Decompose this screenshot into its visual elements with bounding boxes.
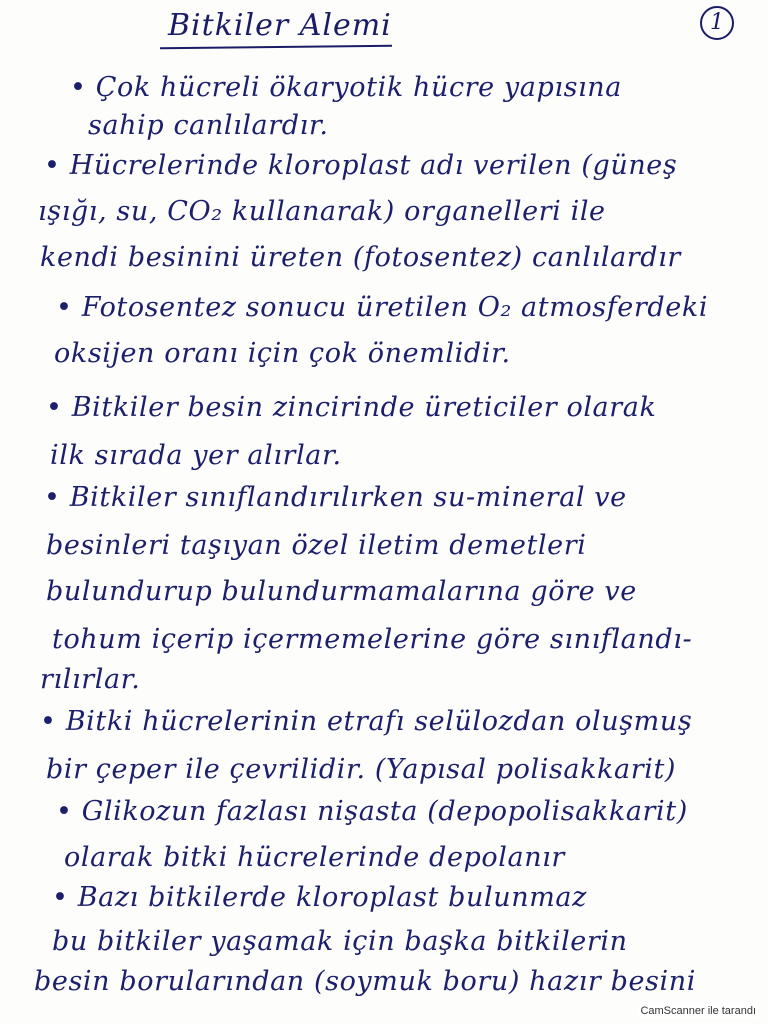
text-line: • Glikozun fazlası nişasta (depopolisakkarit) [56,796,688,827]
text-line: olarak bitki hücrelerinde depolanır [64,842,565,873]
text-line: • Bazı bitkilerde kloroplast bulunmaz [52,882,587,913]
scanner-watermark: CamScanner ile tarandı [640,1005,756,1017]
text-line: • Bitkiler sınıflandırılırken su-mineral ve [44,482,627,513]
text-line: oksijen oranı için çok önemlidir. [54,338,511,369]
page-title: Bitkiler Alemi [168,8,392,43]
text-line: besin borularından (soymuk boru) hazır besini [34,966,696,997]
text-line: tohum içerip içermemelerine göre sınıflandı- [52,624,693,655]
page-number-badge: 1 [700,6,734,40]
text-line: • Bitkiler besin zincirinde üreticiler olarak [46,392,657,423]
text-line: bulundurup bulundurmamalarına göre ve [46,576,637,607]
title-underline [160,45,392,49]
text-line: • Hücrelerinde kloroplast adı verilen (güneş [44,150,678,181]
text-line: besinleri taşıyan özel iletim demetleri [46,530,587,561]
text-line: sahip canlılardır. [88,110,329,141]
text-line: kendi besinini üreten (fotosentez) canlılardır [40,242,681,273]
text-line: bu bitkiler yaşamak için başka bitkilerin [52,926,628,957]
text-line: bir çeper ile çevrilidir. (Yapısal polisakkarit) [46,754,677,785]
text-line: • Çok hücreli ökaryotik hücre yapısına [70,72,622,103]
text-line: ilk sırada yer alırlar. [50,440,342,471]
text-line: rılırlar. [40,664,141,695]
text-line: • Bitki hücrelerinin etrafı selülozdan oluşmuş [40,706,693,737]
text-line: • Fotosentez sonucu üretilen O₂ atmosferdeki [56,292,709,323]
text-line: ışığı, su, CO₂ kullanarak) organelleri ile [38,196,606,227]
